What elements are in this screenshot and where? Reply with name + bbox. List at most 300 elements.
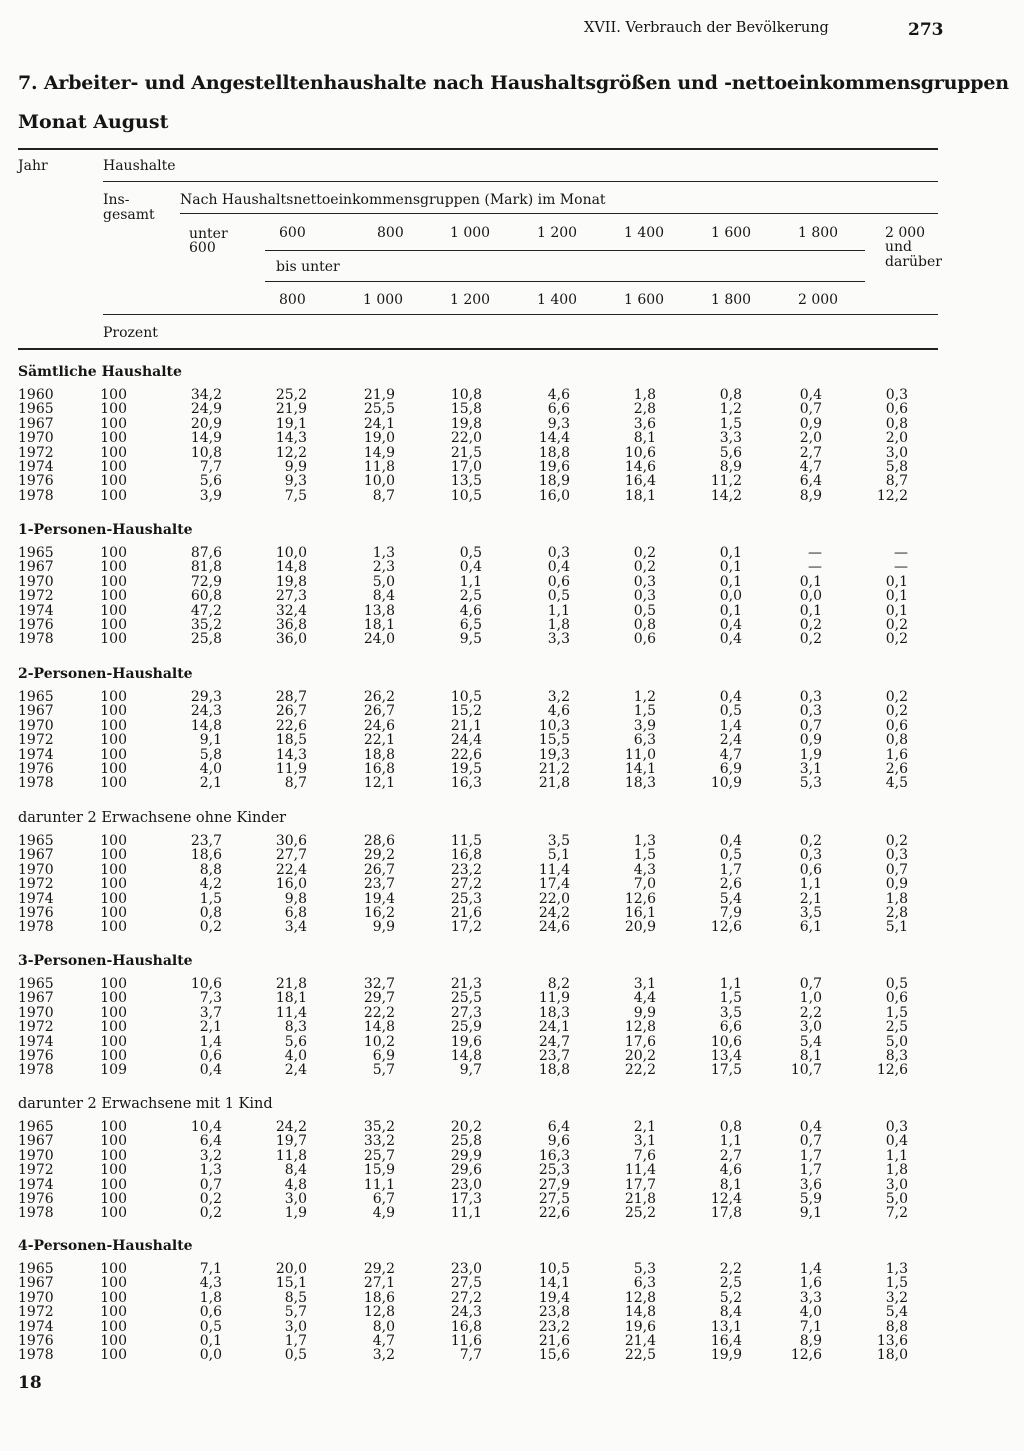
value-cell: 32,4: [275, 602, 307, 619]
year-cell: 1970: [18, 861, 54, 878]
value-cell: 7,2: [885, 1205, 908, 1222]
value-cell: 5,8: [885, 459, 908, 475]
value-cell: 3,0: [799, 1019, 822, 1036]
value-cell: 0,6: [547, 573, 570, 590]
upper-bound-label: 2 000: [798, 292, 839, 308]
value-cell: 0,1: [885, 588, 908, 605]
value-cell: 8,1: [799, 1048, 822, 1064]
value-cell: 6,3: [633, 1275, 656, 1292]
table-row: [0, 575, 1024, 589]
value-cell: 16,0: [275, 876, 307, 893]
value-cell: 10,4: [190, 1119, 222, 1135]
upper-bound-label: 800: [279, 292, 306, 308]
value-cell: 14,8: [275, 559, 307, 576]
value-cell: 9,5: [459, 631, 482, 648]
total-cell: 100: [100, 1019, 127, 1036]
table-row: [0, 1276, 1024, 1290]
value-cell: 17,3: [450, 1191, 482, 1207]
value-cell: 0,9: [799, 732, 822, 749]
year-cell: 1970: [18, 717, 54, 734]
year-cell: 1976: [18, 1191, 54, 1207]
value-cell: 0,4: [799, 1119, 822, 1135]
table-row: [0, 1262, 1024, 1276]
value-cell: 0,7: [885, 861, 908, 878]
value-cell: 0,6: [885, 717, 908, 734]
value-cell: 9,6: [547, 1133, 570, 1150]
total-cell: 100: [100, 1004, 127, 1021]
value-cell: 1,1: [885, 1147, 908, 1164]
value-cell: 22,4: [275, 861, 307, 878]
value-cell: 24,2: [538, 905, 570, 921]
value-cell: 27,5: [450, 1275, 482, 1292]
header-unter-2: 600: [189, 240, 216, 256]
value-cell: 15,1: [275, 1275, 307, 1292]
value-cell: 24,2: [275, 1119, 307, 1135]
year-cell: 1976: [18, 905, 54, 921]
bounds-rule: [265, 250, 865, 251]
value-cell: 34,2: [190, 387, 222, 403]
value-cell: 0,2: [885, 631, 908, 648]
value-cell: 0,7: [799, 401, 822, 418]
value-cell: 3,3: [799, 1289, 822, 1306]
value-cell: 12,2: [275, 444, 307, 461]
value-cell: 2,1: [199, 1019, 222, 1036]
value-cell: 0,2: [199, 1191, 222, 1207]
value-cell: 4,3: [633, 861, 656, 878]
value-cell: 29,9: [450, 1147, 482, 1164]
value-cell: 4,8: [284, 1176, 307, 1193]
value-cell: 2,1: [199, 775, 222, 792]
value-cell: 0,2: [885, 833, 908, 849]
value-cell: 2,1: [799, 890, 822, 907]
value-cell: 23,7: [363, 876, 395, 893]
value-cell: 23,2: [538, 1318, 570, 1335]
value-cell: 5,7: [284, 1304, 307, 1321]
value-cell: 12,2: [876, 487, 908, 504]
value-cell: 0,5: [199, 1318, 222, 1335]
header-group-caption: Nach Haushaltsnettoeinkommensgruppen (Mark) im Monat: [180, 192, 606, 208]
value-cell: 24,0: [363, 631, 395, 648]
value-cell: 6,7: [372, 1191, 395, 1207]
total-cell: 100: [100, 1162, 127, 1179]
value-cell: 10,0: [275, 545, 307, 561]
value-cell: 24,4: [450, 732, 482, 749]
total-cell: 100: [100, 387, 127, 403]
year-cell: 1972: [18, 444, 54, 461]
value-cell: 0,5: [719, 847, 742, 864]
value-cell: 5,4: [799, 1033, 822, 1050]
value-cell: 11,0: [624, 746, 656, 763]
header-insgesamt-2: gesamt: [103, 207, 155, 223]
value-cell: 0,2: [885, 703, 908, 720]
total-cell: 100: [100, 401, 127, 418]
year-cell: 1965: [18, 545, 54, 561]
year-cell: 1967: [18, 847, 54, 864]
value-cell: 4,6: [547, 703, 570, 720]
year-cell: 1974: [18, 746, 54, 763]
value-cell: 5,3: [799, 775, 822, 792]
table-row: [0, 1334, 1024, 1348]
header-insgesamt-1: Ins-: [103, 192, 130, 208]
value-cell: 16,3: [450, 775, 482, 792]
value-cell: 0,2: [799, 617, 822, 633]
value-cell: 22,6: [275, 717, 307, 734]
value-cell: 28,6: [363, 833, 395, 849]
upper-bound-label: 1 200: [450, 292, 491, 308]
value-cell: 5,2: [719, 1289, 742, 1306]
value-cell: 5,6: [719, 444, 742, 461]
year-cell: 1978: [18, 919, 54, 936]
table-subtitle: Monat August: [18, 111, 169, 133]
table-row: [0, 834, 1024, 848]
value-cell: 36,8: [275, 617, 307, 633]
value-cell: 33,2: [363, 1133, 395, 1150]
value-cell: 4,5: [885, 775, 908, 792]
value-cell: 18,6: [363, 1289, 395, 1306]
value-cell: 11,8: [275, 1147, 307, 1164]
table-row: [0, 446, 1024, 460]
table-row: [0, 1305, 1024, 1319]
value-cell: 5,9: [799, 1191, 822, 1207]
header-last-1: 2 000: [885, 225, 926, 241]
table-row: [0, 1206, 1024, 1220]
value-cell: 23,7: [538, 1048, 570, 1064]
total-cell: 100: [100, 761, 127, 777]
value-cell: 7,1: [199, 1261, 222, 1277]
value-cell: 9,8: [284, 890, 307, 907]
section-title: 2-Personen-Haushalte: [18, 666, 193, 682]
value-cell: 8,4: [284, 1162, 307, 1179]
value-cell: 14,3: [275, 430, 307, 447]
section-title: darunter 2 Erwachsene ohne Kinder: [18, 810, 287, 826]
value-cell: 0,7: [199, 1176, 222, 1193]
value-cell: 11,5: [450, 833, 482, 849]
value-cell: 19,1: [275, 415, 307, 432]
table-row: [0, 1006, 1024, 1020]
table-row: [0, 1320, 1024, 1334]
value-cell: 26,7: [363, 703, 395, 720]
year-cell: 1967: [18, 559, 54, 576]
prozent-rule: [103, 314, 938, 315]
value-cell: 19,8: [450, 415, 482, 432]
value-cell: 35,2: [190, 617, 222, 633]
value-cell: 1,5: [885, 1275, 908, 1292]
value-cell: 0,1: [199, 1333, 222, 1349]
value-cell: 2,1: [633, 1119, 656, 1135]
table-row: [0, 1163, 1024, 1177]
year-cell: 1972: [18, 588, 54, 605]
table-row: [0, 762, 1024, 776]
value-cell: 10,7: [790, 1062, 822, 1079]
value-cell: 5,4: [719, 890, 742, 907]
value-cell: 3,1: [633, 1133, 656, 1150]
value-cell: 0,4: [547, 559, 570, 576]
value-cell: 29,2: [363, 1261, 395, 1277]
value-cell: 1,5: [719, 990, 742, 1007]
value-cell: 0,4: [719, 631, 742, 648]
value-cell: 0,4: [719, 617, 742, 633]
value-cell: 1,9: [799, 746, 822, 763]
value-cell: 0,2: [885, 617, 908, 633]
value-cell: 23,0: [450, 1261, 482, 1277]
value-cell: 28,7: [275, 689, 307, 705]
total-cell: 100: [100, 1205, 127, 1222]
year-cell: 1967: [18, 1133, 54, 1150]
lower-bound-label: 1 400: [624, 225, 665, 241]
total-cell: 100: [100, 559, 127, 576]
table-row: [0, 977, 1024, 991]
value-cell: 72,9: [190, 573, 222, 590]
value-cell: 17,7: [624, 1176, 656, 1193]
value-cell: 1,5: [885, 1004, 908, 1021]
value-cell: 13,8: [363, 602, 395, 619]
value-cell: 22,6: [538, 1205, 570, 1222]
year-cell: 1960: [18, 387, 54, 403]
header-last-2: und: [885, 239, 912, 255]
value-cell: 26,7: [275, 703, 307, 720]
value-cell: 13,5: [450, 473, 482, 490]
value-cell: 0,4: [719, 833, 742, 849]
value-cell: 0,2: [199, 919, 222, 936]
value-cell: 3,2: [372, 1347, 395, 1364]
value-cell: 16,1: [624, 905, 656, 921]
value-cell: 11,6: [450, 1333, 482, 1349]
value-cell: 11,9: [538, 990, 570, 1007]
value-cell: 3,6: [799, 1176, 822, 1193]
upper-bound-label: 1 400: [537, 292, 578, 308]
header-haushalte: Haushalte: [103, 158, 176, 174]
table-row: [0, 690, 1024, 704]
value-cell: 29,7: [363, 990, 395, 1007]
value-cell: 7,1: [799, 1318, 822, 1335]
value-cell: 21,1: [450, 717, 482, 734]
total-cell: 100: [100, 1119, 127, 1135]
value-cell: 8,7: [885, 473, 908, 490]
sheet-signature: 18: [18, 1373, 42, 1393]
year-cell: 1978: [18, 487, 54, 504]
value-cell: 1,0: [799, 990, 822, 1007]
value-cell: 9,1: [199, 732, 222, 749]
year-cell: 1972: [18, 876, 54, 893]
value-cell: 0,3: [547, 545, 570, 561]
value-cell: 8,4: [372, 588, 395, 605]
total-cell: 100: [100, 602, 127, 619]
total-cell: 100: [100, 905, 127, 921]
value-cell: 10,6: [624, 444, 656, 461]
table-title: 7. Arbeiter- und Angestelltenhaushalte nach Haushaltsgrößen und -nettoeinkommensgruppen: [18, 72, 1009, 94]
value-cell: 4,0: [799, 1304, 822, 1321]
table-row: [0, 848, 1024, 862]
table-row: [0, 632, 1024, 646]
value-cell: 25,8: [450, 1133, 482, 1150]
value-cell: 1,5: [199, 890, 222, 907]
value-cell: 16,4: [710, 1333, 742, 1349]
year-cell: 1974: [18, 602, 54, 619]
value-cell: 4,2: [199, 876, 222, 893]
haushalte-rule: [103, 181, 938, 182]
total-cell: 100: [100, 717, 127, 734]
value-cell: 24,6: [538, 919, 570, 936]
total-cell: 100: [100, 775, 127, 792]
table-row: [0, 604, 1024, 618]
total-cell: 100: [100, 876, 127, 893]
value-cell: 18,3: [624, 775, 656, 792]
value-cell: 0,8: [885, 415, 908, 432]
year-cell: 1970: [18, 430, 54, 447]
value-cell: 0,4: [885, 1133, 908, 1150]
value-cell: 3,5: [799, 905, 822, 921]
value-cell: 8,7: [372, 487, 395, 504]
value-cell: 7,0: [633, 876, 656, 893]
value-cell: 19,6: [450, 1033, 482, 1050]
value-cell: 1,5: [719, 415, 742, 432]
value-cell: 18,9: [538, 473, 570, 490]
year-cell: 1967: [18, 1275, 54, 1292]
page-number: 273: [908, 20, 944, 40]
value-cell: 5,0: [885, 1191, 908, 1207]
value-cell: 18,5: [275, 732, 307, 749]
group-caption-rule: [180, 213, 938, 214]
value-cell: 0,1: [885, 602, 908, 619]
total-cell: 100: [100, 1048, 127, 1064]
value-cell: 24,1: [538, 1019, 570, 1036]
value-cell: —: [808, 545, 822, 561]
value-cell: 4,6: [459, 602, 482, 619]
value-cell: 2,7: [799, 444, 822, 461]
total-cell: 100: [100, 861, 127, 878]
value-cell: 8,8: [885, 1318, 908, 1335]
value-cell: 19,4: [538, 1289, 570, 1306]
value-cell: 8,5: [284, 1289, 307, 1306]
total-cell: 100: [100, 1318, 127, 1335]
value-cell: 17,4: [538, 876, 570, 893]
value-cell: 0,8: [719, 387, 742, 403]
value-cell: 1,1: [459, 573, 482, 590]
value-cell: 81,8: [190, 559, 222, 576]
value-cell: 0,2: [799, 631, 822, 648]
value-cell: 0,7: [799, 976, 822, 992]
value-cell: 21,9: [275, 401, 307, 418]
value-cell: 1,5: [633, 847, 656, 864]
total-cell: 100: [100, 545, 127, 561]
value-cell: 27,9: [538, 1176, 570, 1193]
year-cell: 1970: [18, 1147, 54, 1164]
value-cell: 1,7: [719, 861, 742, 878]
value-cell: 24,7: [538, 1033, 570, 1050]
upper-bound-label: 1 600: [624, 292, 665, 308]
table-row: [0, 402, 1024, 416]
total-cell: 100: [100, 1275, 127, 1292]
value-cell: 10,0: [363, 473, 395, 490]
value-cell: 1,3: [199, 1162, 222, 1179]
value-cell: 3,3: [547, 631, 570, 648]
value-cell: 19,9: [710, 1347, 742, 1364]
value-cell: —: [894, 545, 908, 561]
value-cell: 5,3: [633, 1261, 656, 1277]
value-cell: 3,9: [199, 487, 222, 504]
value-cell: 0,3: [633, 573, 656, 590]
section-title: 4-Personen-Haushalte: [18, 1238, 193, 1254]
value-cell: 19,8: [275, 573, 307, 590]
table-row: [0, 863, 1024, 877]
value-cell: 16,8: [450, 1318, 482, 1335]
table-row: [0, 1192, 1024, 1206]
value-cell: 2,2: [719, 1261, 742, 1277]
lower-bound-label: 800: [377, 225, 404, 241]
value-cell: 22,6: [450, 746, 482, 763]
table-row: [0, 489, 1024, 503]
value-cell: 1,7: [284, 1333, 307, 1349]
year-cell: 1970: [18, 573, 54, 590]
value-cell: 27,3: [275, 588, 307, 605]
value-cell: 1,8: [885, 1162, 908, 1179]
year-cell: 1965: [18, 689, 54, 705]
total-cell: 100: [100, 487, 127, 504]
value-cell: 11,1: [363, 1176, 395, 1193]
value-cell: 1,7: [799, 1162, 822, 1179]
value-cell: 1,6: [799, 1275, 822, 1292]
year-cell: 1965: [18, 1261, 54, 1277]
value-cell: 8,4: [719, 1304, 742, 1321]
value-cell: 0,6: [199, 1048, 222, 1064]
value-cell: 29,3: [190, 689, 222, 705]
value-cell: 1,6: [885, 746, 908, 763]
value-cell: 11,4: [275, 1004, 307, 1021]
value-cell: 10,6: [190, 976, 222, 992]
value-cell: 30,6: [275, 833, 307, 849]
total-cell: 100: [100, 1176, 127, 1193]
value-cell: 18,0: [876, 1347, 908, 1364]
value-cell: 14,1: [624, 761, 656, 777]
value-cell: 0,5: [459, 545, 482, 561]
value-cell: 18,8: [538, 444, 570, 461]
value-cell: 4,7: [719, 746, 742, 763]
value-cell: 19,7: [275, 1133, 307, 1150]
total-cell: 100: [100, 473, 127, 490]
value-cell: 12,1: [363, 775, 395, 792]
value-cell: 0,4: [459, 559, 482, 576]
value-cell: 0,6: [885, 990, 908, 1007]
value-cell: 12,8: [624, 1019, 656, 1036]
value-cell: 16,4: [624, 473, 656, 490]
value-cell: 25,8: [190, 631, 222, 648]
total-cell: 100: [100, 833, 127, 849]
upper-bound-label: 1 000: [363, 292, 404, 308]
value-cell: 0,2: [199, 1205, 222, 1222]
value-cell: 26,7: [363, 861, 395, 878]
value-cell: 13,4: [710, 1048, 742, 1064]
value-cell: 3,5: [547, 833, 570, 849]
year-cell: 1976: [18, 761, 54, 777]
value-cell: 3,9: [633, 717, 656, 734]
value-cell: 4,3: [199, 1275, 222, 1292]
value-cell: 0,6: [199, 1304, 222, 1321]
value-cell: 4,6: [719, 1162, 742, 1179]
value-cell: 18,1: [624, 487, 656, 504]
value-cell: 0,3: [885, 1119, 908, 1135]
table-row: [0, 892, 1024, 906]
value-cell: 21,4: [624, 1333, 656, 1349]
table-row: [0, 748, 1024, 762]
value-cell: 18,8: [538, 1062, 570, 1079]
value-cell: 2,2: [799, 1004, 822, 1021]
value-cell: 5,0: [372, 573, 395, 590]
value-cell: 4,4: [633, 990, 656, 1007]
value-cell: 16,3: [538, 1147, 570, 1164]
value-cell: 0,7: [799, 717, 822, 734]
value-cell: 17,0: [450, 459, 482, 475]
lower-bound-label: 600: [279, 225, 306, 241]
